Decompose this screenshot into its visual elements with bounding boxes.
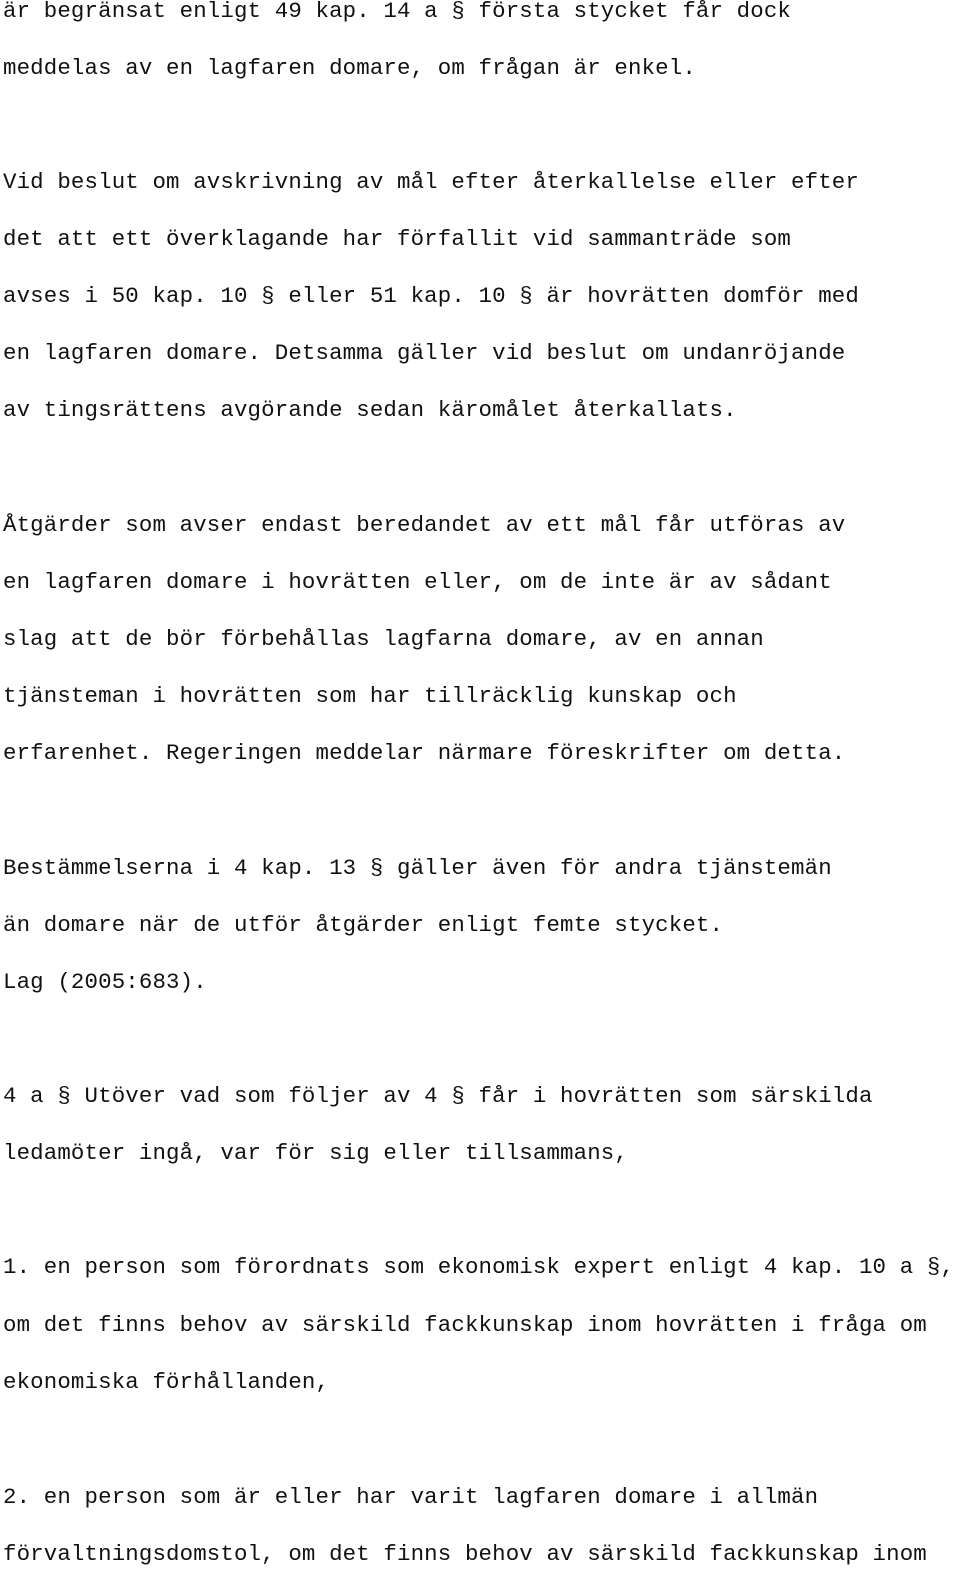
text-line: Bestämmelserna i 4 kap. 13 § gäller även för andra tjänstemän bbox=[3, 855, 832, 881]
text-line: Lag (2005:683). bbox=[3, 969, 207, 995]
text-line: ekonomiska förhållanden, bbox=[3, 1369, 330, 1395]
text-line: Vid beslut om avskrivning av mål efter återkallelse eller efter bbox=[3, 169, 859, 195]
text-line: 2. en person som är eller har varit lagfaren domare i allmän bbox=[3, 1484, 819, 1510]
text-line: meddelas av en lagfaren domare, om frågan är enkel. bbox=[3, 55, 696, 81]
text-line: förvaltningsdomstol, om det finns behov av särskild fackkunskap inom bbox=[3, 1541, 927, 1567]
text-line: 4 a § Utöver vad som följer av 4 § får i hovrätten som särskilda bbox=[3, 1083, 873, 1109]
text-line: är begränsat enligt 49 kap. 14 a § första stycket får dock bbox=[3, 0, 792, 24]
text-line: 1. en person som förordnats som ekonomisk expert enligt 4 kap. 10 a §, bbox=[3, 1254, 955, 1280]
text-line: om det finns behov av särskild fackkunskap inom hovrätten i fråga om bbox=[3, 1312, 927, 1338]
text-line: avses i 50 kap. 10 § eller 51 kap. 10 § är hovrätten domför med bbox=[3, 283, 859, 309]
text-line: en lagfaren domare i hovrätten eller, om de inte är av sådant bbox=[3, 569, 832, 595]
text-line: än domare när de utför åtgärder enligt femte stycket. bbox=[3, 912, 724, 938]
text-line: Åtgärder som avser endast beredandet av ett mål får utföras av bbox=[3, 512, 846, 538]
text-line: erfarenhet. Regeringen meddelar närmare föreskrifter om detta. bbox=[3, 740, 846, 766]
text-line: det att ett överklagande har förfallit vid sammanträde som bbox=[3, 226, 792, 252]
text-line: av tingsrättens avgörande sedan käromålet återkallats. bbox=[3, 397, 737, 423]
text-line: tjänsteman i hovrätten som har tillräcklig kunskap och bbox=[3, 683, 737, 709]
text-line: ledamöter ingå, var för sig eller tillsammans, bbox=[3, 1140, 628, 1166]
text-line: en lagfaren domare. Detsamma gäller vid beslut om undanröjande bbox=[3, 340, 846, 366]
text-line: slag att de bör förbehållas lagfarna domare, av en annan bbox=[3, 626, 764, 652]
